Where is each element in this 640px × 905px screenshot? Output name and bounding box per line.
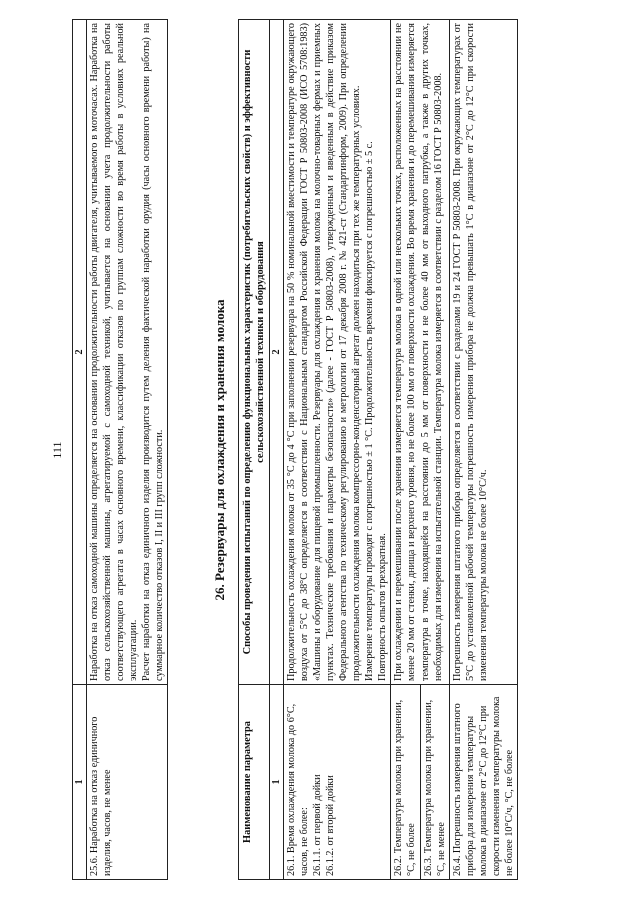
table-row <box>87 20 168 880</box>
page-number: 111 <box>50 441 64 459</box>
rotated-page-content <box>50 20 590 880</box>
param-line: 26.2. Температура молока при хранении, °С, не более <box>393 699 418 876</box>
param-line: 26.3. Температура молока при хранении, °С, не менее <box>422 699 447 876</box>
table-row <box>284 20 391 880</box>
param-line: 26.1.2. от второй дойки <box>325 775 337 876</box>
table-continuation <box>72 19 168 880</box>
header-param-name: Наименование параметра <box>239 685 270 880</box>
table-row <box>449 20 517 880</box>
table-row <box>391 20 420 880</box>
method-paragraph: Наработка на отказ самоходной машины определяется на основании продолжительности работы двигателя, учитываемого в моточасах. Наработка на отказ сельскохозяйственной машины, агрегатируемой с самоходной техникой, учитывается на основании учета продолжительности работы соответствующего агрегата в часах основного времени, классификации отказов по группам сложности во время работы в условиях реальной эксплуатации. <box>89 23 140 681</box>
col-number-2: 2 <box>270 20 284 685</box>
param-name <box>420 685 449 880</box>
col-number-1: 1 <box>270 685 284 880</box>
table-milk-tanks <box>238 19 518 880</box>
col-number-2: 2 <box>73 20 87 685</box>
header-method: Способы проведения испытаний по определению функциональных характеристик (потребительских свойств) и эффективности сельскохозяйственной техники и оборудования <box>239 20 270 685</box>
column-number-row <box>73 20 87 880</box>
param-name <box>449 685 517 880</box>
method-paragraph: При охлаждении и перемешивании после хранения измеряется температура молока в одной или нескольких точках, расположенных на расстоянии не менее 20 мм от стенки, днища и верхнего уровня, но не более 100 мм от поверхности охлаждения. Во время хранения и до перемешивания измеряется температура в точке, находящейся на расстоянии до 5 мм от поверхности и не более 40 мм от выходного патрубка, а также в других точках, необходимых для измерения на испытательной станции. Температура молока измеряется в соответствии с разделом 16 ГОСТ Р 50803-2008. <box>393 23 444 681</box>
col-number-1: 1 <box>73 685 87 880</box>
method-paragraph: Погрешность измерения штатного прибора определяется в соответствии с разделами 19 и 24 ГОСТ Р 50803-2008. При окружающих температурах от 5°С до установленной рабочей температуры погрешность измерения прибора не должна превышать 1°С в диапазоне от 2°С до 12°С при скорости изменения температуры молока не более 10°С/ч. <box>451 23 489 681</box>
param-name: 25.6. Наработка на отказ единичного изделия, часов, не менее <box>87 685 168 880</box>
method-paragraph: Продолжительность охлаждения молока от 35 °С до 4 °С при заполнении резервуара на 50 % номинальной вместимости и температуре окружающего воздуха от 5°С до 38°С определяется в соответствии с Национальным стандартом Российской Федерации ГОСТ Р 50803-2008 (ИСО 5708:1983) «Машины и оборудование для пищевой промышленности. Резервуары для охлаждения и хранения молока на молочно-товарных фермах и приемных пунктах. Технические требования и параметры безопасности» (далее - ГОСТ Р 50803-2008), утвержденным и введенным в действие приказом Федерального агентства по техническому регулированию и метрологии от 17 декабря 2008 г. № 421-ст (Стандартинформ, 2009). При определении продолжительности охлаждения молока компрессорно-конденсаторный агрегат должен находиться при тех же температурных условиях. <box>286 23 363 681</box>
param-name <box>391 685 420 880</box>
column-number-row <box>270 20 284 880</box>
header-row <box>239 20 270 880</box>
param-method <box>449 20 517 685</box>
section-title: 26. Резервуары для охлаждения и хранения молока <box>212 299 227 601</box>
param-method <box>284 20 391 685</box>
param-method <box>391 20 449 685</box>
method-paragraph: Расчет наработки на отказ единичного изделия производится путем деления фактической наработки орудия (часы основного времени работы) на суммарное количество отказов I, II и III групп сложности. <box>141 23 166 681</box>
param-line: 26.4. Погрешность измерения штатного прибора для измерения температуры молока в диапазоне от 2°С до 12°С при скорости изменения температуры молока не более 10°С/ч, °С, не более <box>451 696 515 876</box>
method-paragraph: Измерение температуры проводят с погрешностью ± 1 °С. Продолжительность времени фиксируется с погрешностью ± 5 с. <box>364 141 376 681</box>
param-name <box>284 685 391 880</box>
method-paragraph: Повторность опытов трехкратная. <box>377 533 389 681</box>
param-line: 26.1.1. от первой дойки <box>312 774 324 876</box>
param-line: 26.1. Время охлаждения молока до 6°С, часов, не более: <box>286 703 311 876</box>
param-method <box>87 20 168 685</box>
